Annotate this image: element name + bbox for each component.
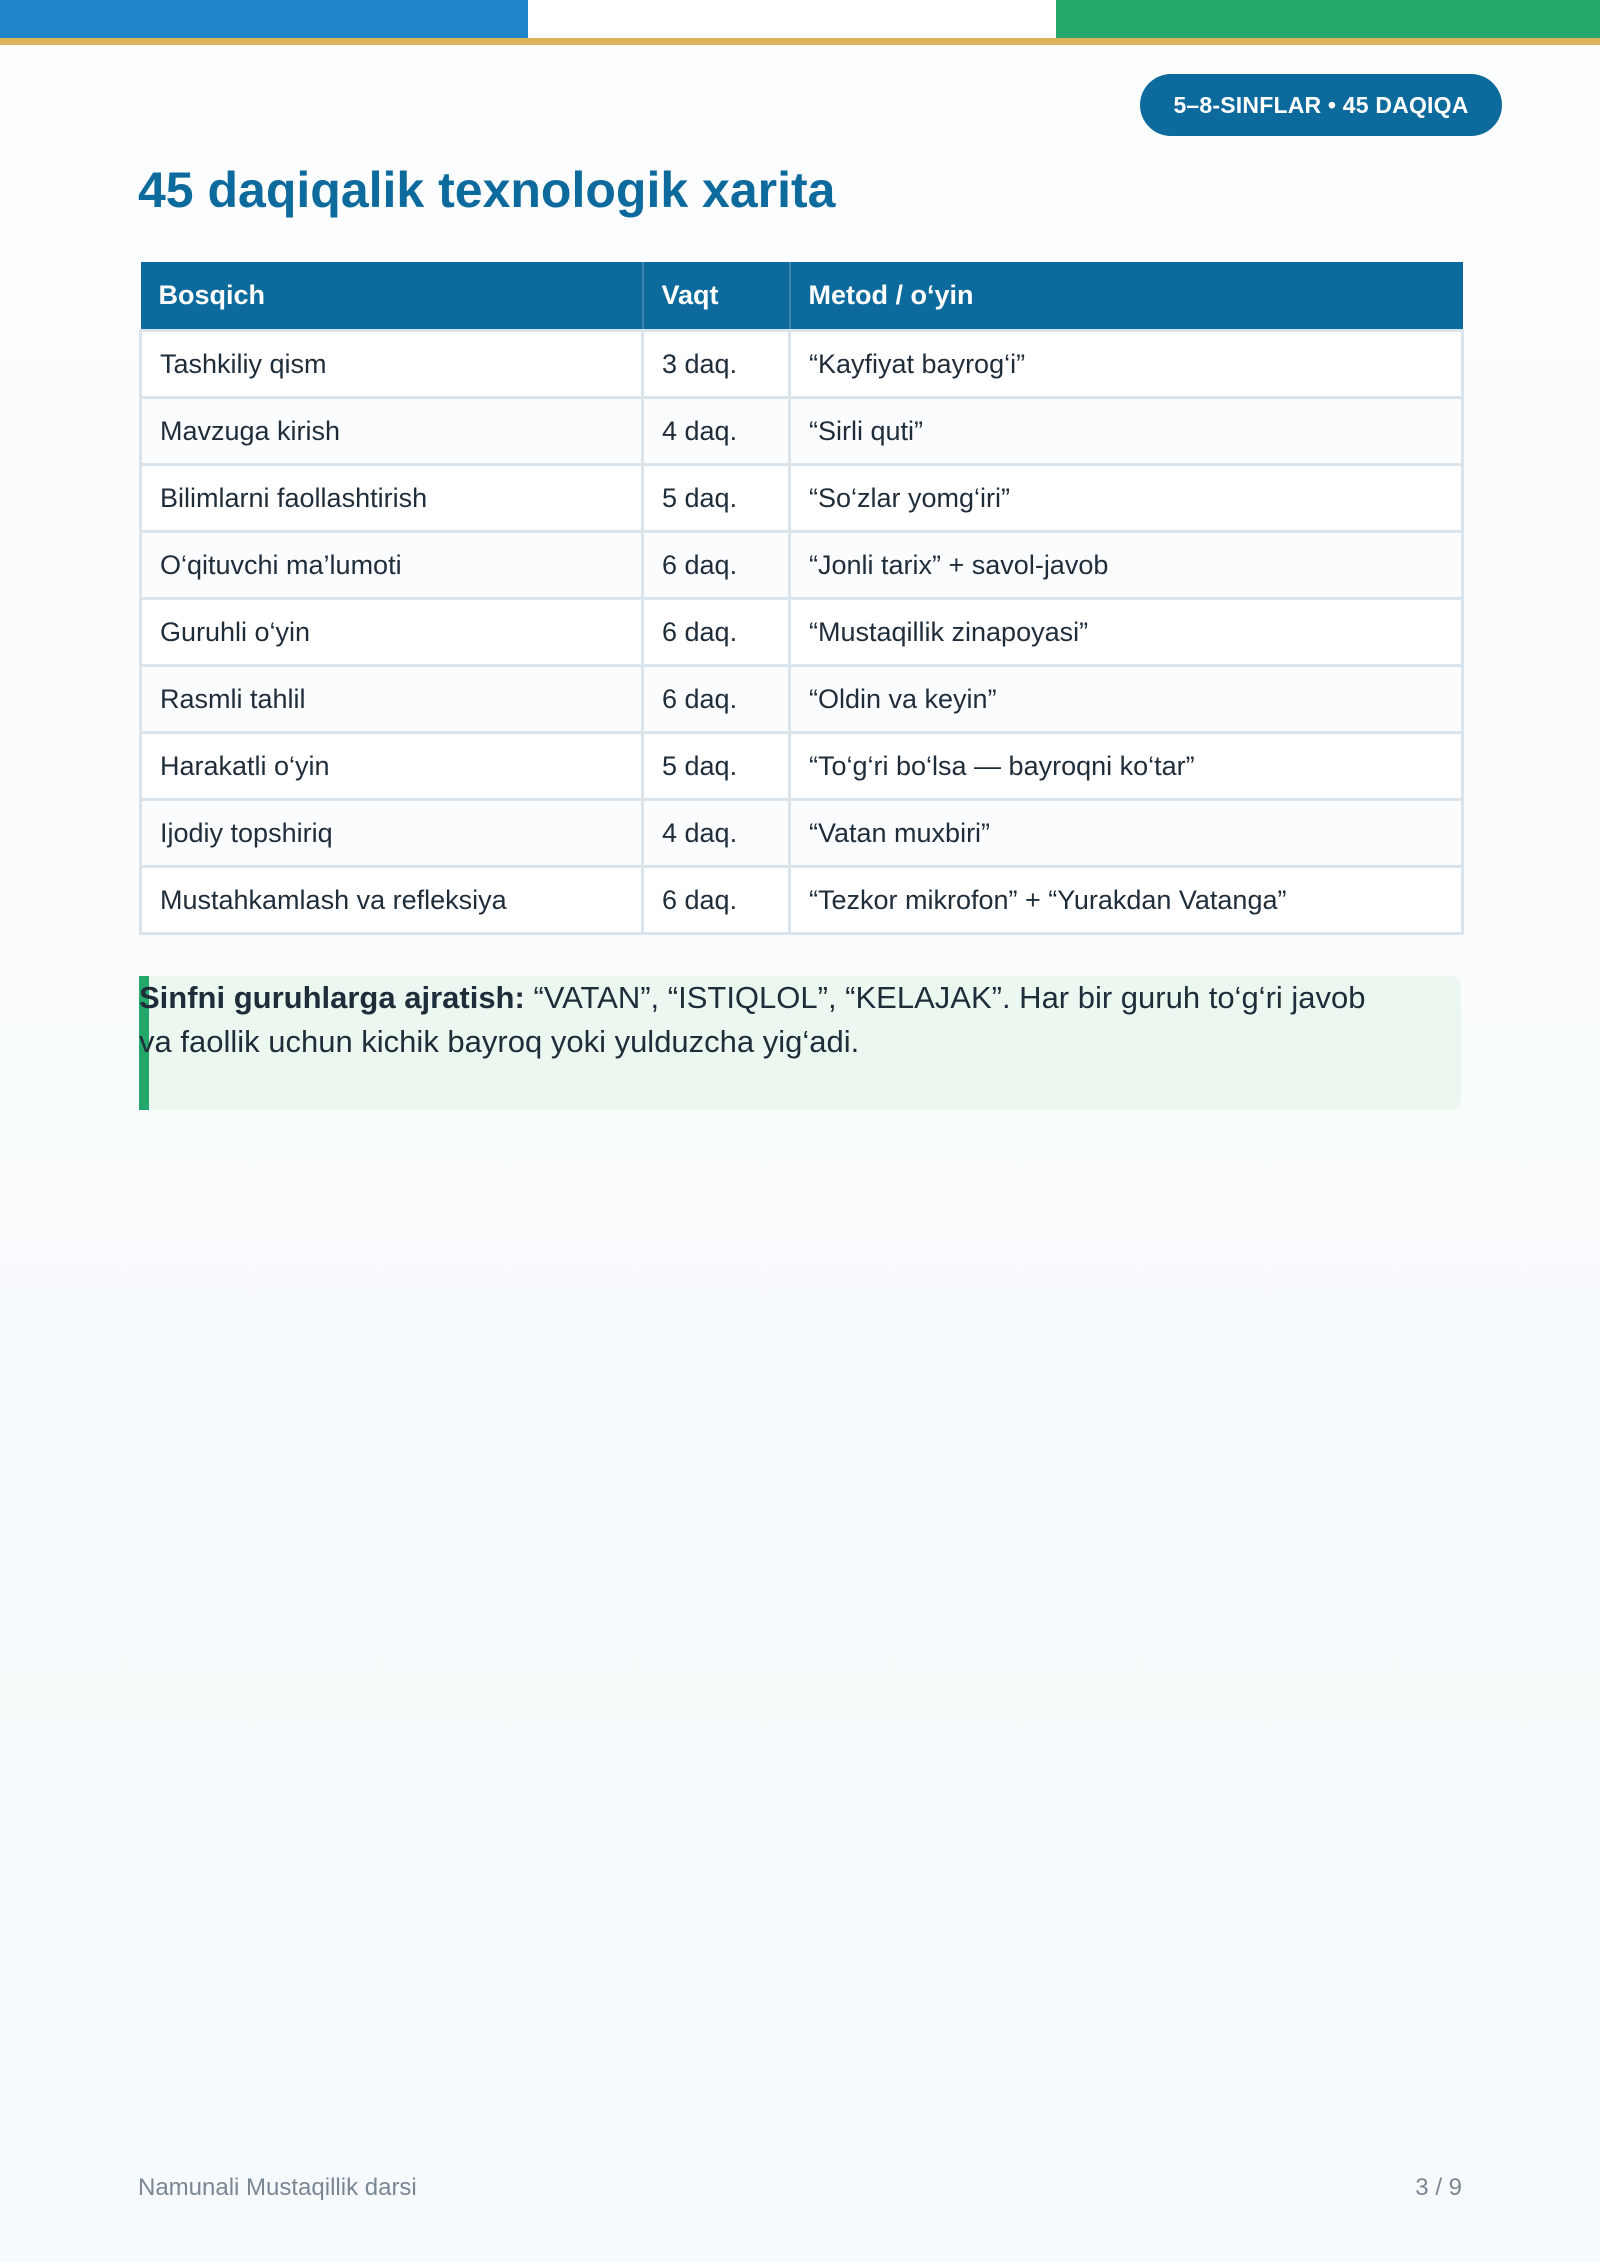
time-cell: 6 daq. — [643, 666, 790, 733]
column-header-method: Metod / o‘yin — [790, 262, 1463, 331]
table-row — [141, 465, 1463, 532]
method-cell: “Jonli tarix” + savol-javob — [790, 532, 1463, 599]
column-header-stage: Bosqich — [141, 262, 643, 331]
method-cell: “Tezkor mikrofon” + “Yurakdan Vatanga” — [790, 867, 1463, 934]
table-row — [141, 532, 1463, 599]
time-cell: 3 daq. — [643, 331, 790, 398]
note-label: Sinfni guruhlarga ajratish: — [139, 980, 525, 1015]
stripe-green — [1056, 0, 1600, 38]
table-row — [141, 599, 1463, 666]
lesson-plan-table — [139, 262, 1464, 935]
time-cell: 4 daq. — [643, 800, 790, 867]
footer-document-name: Namunali Mustaqillik darsi — [138, 2174, 417, 2201]
table-header-row — [141, 262, 1463, 331]
header-stripes — [0, 0, 1600, 48]
method-cell: “Vatan muxbiri” — [790, 800, 1463, 867]
time-cell: 4 daq. — [643, 398, 790, 465]
stage-cell: Mustahkamlash va refleksiya — [141, 867, 643, 934]
time-cell: 6 daq. — [643, 532, 790, 599]
note-text — [139, 976, 1379, 1064]
note-body: “VATAN”, “ISTIQLOL”, “KELAJAK”. Har bir guruh to‘g‘ri javob va faollik uchun kichik bayroq yoki yulduzcha yig‘adi. — [139, 980, 1366, 1059]
method-cell: “To‘g‘ri bo‘lsa — bayroqni ko‘tar” — [790, 733, 1463, 800]
table-row — [141, 800, 1463, 867]
method-cell: “Oldin va keyin” — [790, 666, 1463, 733]
stage-cell: Harakatli o‘yin — [141, 733, 643, 800]
stripe-blue — [0, 0, 528, 38]
time-cell: 5 daq. — [643, 465, 790, 532]
time-cell: 6 daq. — [643, 599, 790, 666]
stage-cell: O‘qituvchi ma’lumoti — [141, 532, 643, 599]
method-cell: “So‘zlar yomg‘iri” — [790, 465, 1463, 532]
stage-cell: Tashkiliy qism — [141, 331, 643, 398]
time-cell: 5 daq. — [643, 733, 790, 800]
page-title: 45 daqiqalik texnologik xarita — [138, 162, 836, 218]
footer-page-number: 3 / 9 — [1415, 2174, 1462, 2201]
stage-cell: Bilimlarni faollashtirish — [141, 465, 643, 532]
table-row — [141, 733, 1463, 800]
stripe-white — [528, 0, 1056, 38]
table-row — [141, 666, 1463, 733]
method-cell: “Mustaqillik zinapoyasi” — [790, 599, 1463, 666]
stage-cell: Guruhli o‘yin — [141, 599, 643, 666]
stage-cell: Ijodiy topshiriq — [141, 800, 643, 867]
table-row — [141, 398, 1463, 465]
method-cell: “Sirli quti” — [790, 398, 1463, 465]
table-row — [141, 331, 1463, 398]
stage-cell: Mavzuga kirish — [141, 398, 643, 465]
column-header-time: Vaqt — [643, 262, 790, 331]
method-cell: “Kayfiyat bayrog‘i” — [790, 331, 1463, 398]
grade-duration-badge: 5–8-SINFLAR • 45 DAQIQA — [1140, 74, 1502, 136]
group-division-note — [139, 976, 1461, 1110]
stripe-gold-line — [0, 38, 1600, 45]
time-cell: 6 daq. — [643, 867, 790, 934]
stage-cell: Rasmli tahlil — [141, 666, 643, 733]
table-row — [141, 867, 1463, 934]
